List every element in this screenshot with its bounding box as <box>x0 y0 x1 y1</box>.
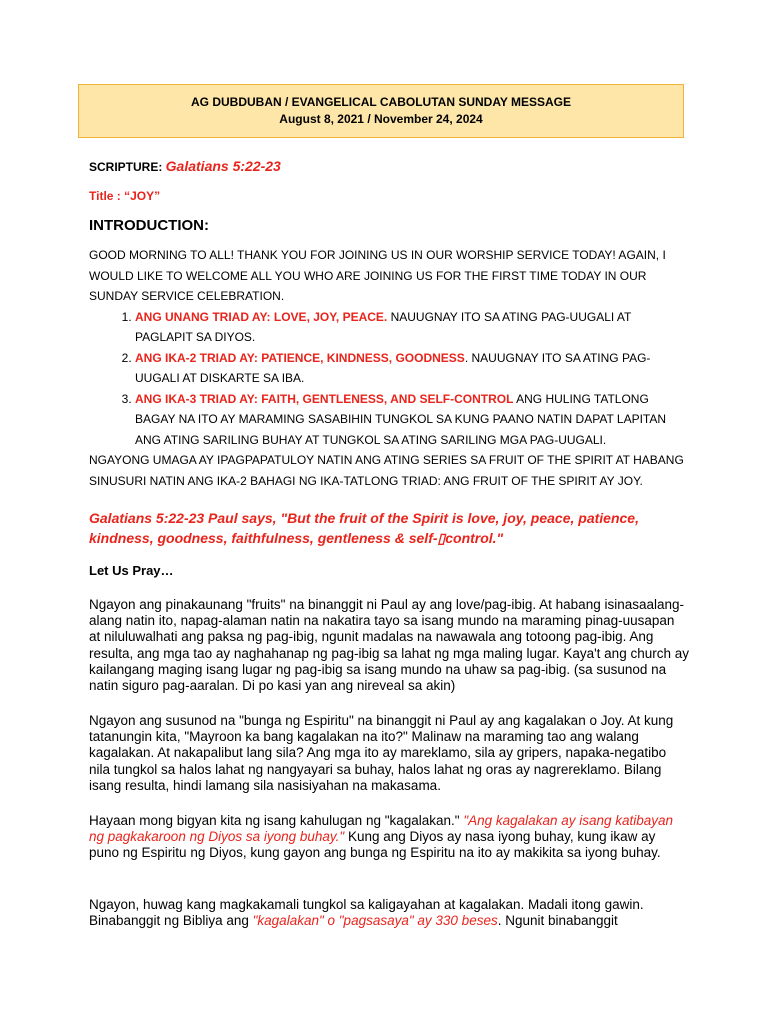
triad-list <box>89 307 689 451</box>
paragraph-love: Ngayon ang pinakaunang "fruits" na binanggit ni Paul ay ang love/pag-ibig. At habang isinasaalang-alang natin ito, napag-alaman natin na nakatira tayo sa isang mundo na maraming pinag-uusapan at niluluwalhati ang paksa ng pag-ibig, ngunit madalas na nawawala ang totoong pag-ibig. Ang resulta, ang mga tao ay naghahanap ng pag-ibig sa lahat ng mga maling lugar. Kaya't ang church ay kailangang maging isang lugar ng pag-ibig sa isang mundo na uhaw sa pag-ibig. (sa susunod na natin siguro pag-aaralan. Di po kasi yan ang nireveal sa akin) <box>89 597 689 694</box>
triad-text: NAUUGNAY ITO SA ATING PAG-UUGALI AT PAGLAPIT SA DIYOS. <box>135 309 632 344</box>
paragraph-text: Kung ang Diyos ay nasa iyong buhay, kung ikaw ay puno ng Espiritu ng Diyos, kung gayon ang bunga ng Espiritu na ito ay makikita sa iyong buhay. <box>89 829 661 861</box>
paragraph-happiness <box>89 897 689 929</box>
scripture-reference: Galatians 5:22-23 <box>165 158 281 174</box>
bible-mention-count: "kagalakan" o "pagsasaya" ay 330 beses <box>252 913 498 929</box>
triad-text: ANG HULING TATLONG BAGAY NA ITO AY MARAMING SASABIHIN TUNGKOL SA KUNG PAANO NATIN DAPAT LAPITAN ANG ATING SARILING BUHAY AT TUNGKOL SA ATING SARILING MGA PAG-UUGALI. <box>135 391 667 447</box>
paragraph-text: Hayaan mong bigyan kita ng isang kahulugan ng "kagalakan." <box>89 813 464 828</box>
scripture-line <box>89 158 281 174</box>
list-item <box>135 348 689 389</box>
triad-text: . NAUUGNAY ITO SA ATING PAG-UUGALI AT DISKARTE SA IBA. <box>135 350 651 385</box>
introduction-body <box>89 245 689 491</box>
triad-highlight: ANG IKA-3 TRIAD AY: FAITH, GENTLENESS, AND SELF-CONTROL <box>135 391 514 406</box>
paragraph-definition <box>89 813 689 862</box>
header-dates: August 8, 2021 / November 24, 2024 <box>279 112 483 126</box>
sermon-title: Title : “JOY” <box>89 189 161 203</box>
list-item <box>135 389 689 451</box>
introduction-greeting: GOOD MORNING TO ALL! THANK YOU FOR JOINING US IN OUR WORSHIP SERVICE TODAY! AGAIN, I WOULD LIKE TO WELCOME ALL YOU WHO ARE JOINING US FOR THE FIRST TIME TODAY IN OUR SUNDAY SERVICE CELEBRATION. <box>89 248 666 303</box>
bible-verse: Galatians 5:22-23 Paul says, "But the fruit of the Spirit is love, joy, peace, patience, kindness, goodness, faithfulness, gentleness & self-▯control." <box>89 510 639 546</box>
paragraph-text: Ngayon, huwag kang magkakamali tungkol sa kaligayahan at kagalakan. Madali itong gawin. Binabanggit ng Bibliya ang <box>89 897 644 929</box>
message-header-box <box>78 84 684 138</box>
paragraph-joy: Ngayon ang susunod na "bunga ng Espiritu" na binanggit ni Paul ay ang kagalakan o Joy. At kung tatanungin kita, "Mayroon ka bang kagalakan na ito?" Malinaw na maraming tao ang walang kagalakan. At nakapalibut lang sila? Ang mga ito ay mareklamo, sila ay gripers, napaka-negatibo nila tungkol sa halos lahat ng nangyayari sa buhay, halos lahat ng oras ay nagrereklamo. Bilang isang resulta, hindi lamang sila nasisiyahan na makasama. <box>89 713 674 793</box>
introduction-closing: NGAYONG UMAGA AY IPAGPAPATULOY NATIN ANG ATING SERIES SA FRUIT OF THE SPIRIT AT HABANG SINUSURI NATIN ANG IKA-2 BAHAGI NG IKA-TATLONG TRIAD: ANG FRUIT OF THE SPIRIT AY JOY. <box>89 453 684 488</box>
joy-definition-quote: "Ang kagalakan ay isang katibayan ng pagkakaroon ng Diyos sa iyong buhay." <box>89 813 674 845</box>
paragraph-text: . Ngunit binabanggit <box>497 913 618 929</box>
scripture-label: SCRIPTURE: <box>89 160 166 174</box>
list-item <box>135 307 689 348</box>
introduction-heading: INTRODUCTION: <box>89 217 209 234</box>
header-title: AG DUBDUBAN / EVANGELICAL CABOLUTAN SUNDAY MESSAGE <box>190 95 572 109</box>
prayer-heading: Let Us Pray… <box>89 563 174 578</box>
triad-highlight: ANG IKA-2 TRIAD AY: PATIENCE, KINDNESS, GOODNESS <box>135 350 465 365</box>
triad-highlight: ANG UNANG TRIAD AY: LOVE, JOY, PEACE. <box>135 309 388 324</box>
